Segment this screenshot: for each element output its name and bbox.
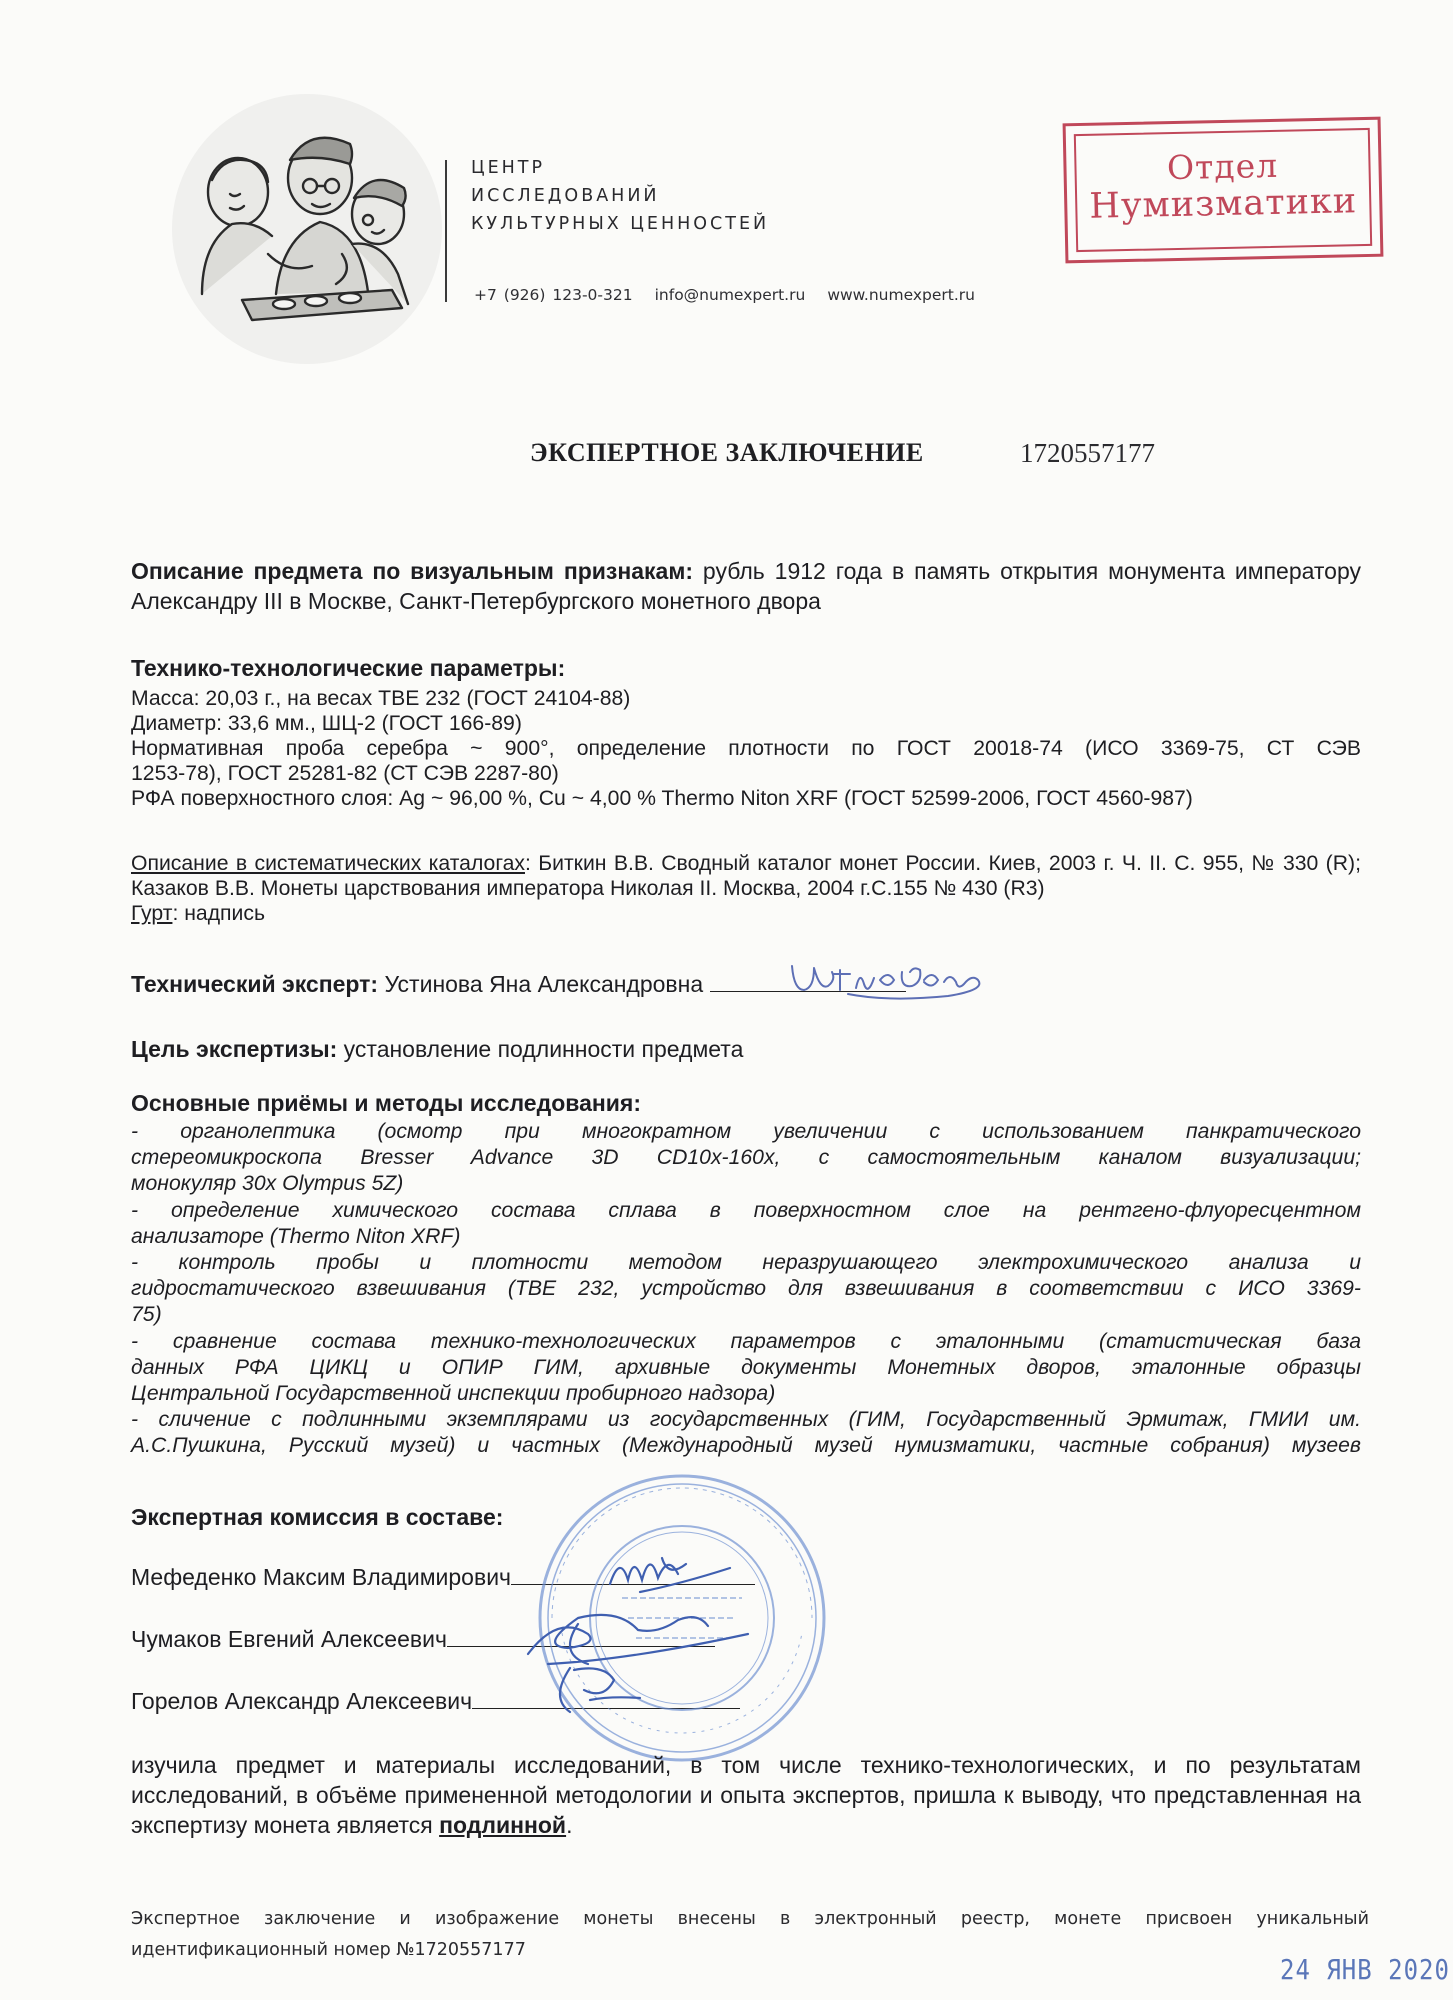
department-stamp: [1063, 117, 1384, 264]
commission-label: Экспертная комиссия в составе:: [131, 1504, 504, 1530]
department-stamp-line-1: Отдел: [1166, 145, 1279, 188]
document-number: 1720557177: [1020, 438, 1155, 468]
conclusion-text: изучила предмет и материалы исследований, в том числе технико-технологических, и по результатам исследований, в объёме примененной методологии и опыта экспертов, пришла к выводу, что представленная на экспертизу монета является: [131, 1752, 1361, 1838]
methods-line: - определение химического состава сплава в поверхностном слое на рентгено-флуоресцентном: [131, 1198, 1361, 1222]
methods-line: - контроль пробы и плотности методом неразрушающего электрохимического анализа и: [131, 1251, 1361, 1275]
methods-line: - сличение с подлинными экземплярами из государственных (ГИМ, Государственный Эрмитаж, ГМИИ им.: [131, 1408, 1361, 1432]
conclusion-section: [131, 1750, 1361, 1840]
header-divider: [445, 160, 447, 302]
methods-line: А.С.Пушкина, Русский музей) и частных (Международный музей нумизматики, частные собрания) музеев: [131, 1434, 1361, 1458]
commission-member-name: Чумаков Евгений Алексеевич: [131, 1626, 447, 1652]
methods-line: стереомикроскопа Bresser Advance 3D CD10x-160x, с самостоятельным каналом визуализации;: [131, 1146, 1361, 1170]
expert-name: Устинова Яна Александровна: [378, 971, 704, 997]
email-link[interactable]: info@numexpert.ru: [654, 286, 806, 304]
technical-line: Диаметр: 33,6 мм., ШЦ-2 (ГОСТ 166-89): [131, 712, 522, 735]
purpose-text: установление подлинности предмета: [337, 1036, 744, 1062]
document-title: ЭКСПЕРТНОЕ ЗАКЛЮЧЕНИЕ: [530, 438, 924, 467]
methods-line: 75): [131, 1303, 162, 1327]
description-text: рубль 1912 года в память открытия монумента императору Александру III в Москве, Санкт-Петербургского монетного двора: [131, 558, 1361, 614]
signature-icon: [540, 1660, 660, 1716]
expert-section: [131, 969, 1361, 999]
phone: +7 (926) 123-0-321: [474, 286, 633, 304]
footer-note: [131, 1904, 1369, 1966]
methods-line: - органолептика (осмотр при многократном увеличении с использованием панкратического: [131, 1120, 1361, 1143]
org-name-line-3: КУЛЬТУРНЫХ ЦЕННОСТЕЙ: [471, 214, 770, 234]
technical-line: РФА поверхностного слоя: Ag ~ 96,00 %, Cu ~ 4,00 % Thermo Niton XRF (ГОСТ 52599-2006, ГОСТ 4560-987): [131, 787, 1193, 810]
description-label: Описание предмета по визуальным признакам:: [131, 558, 693, 584]
conclusion-verdict: подлинной: [439, 1812, 567, 1838]
technical-line: Масса: 20,03 г., на весах ТВЕ 232 (ГОСТ 24104-88): [131, 687, 631, 710]
date-stamp: 24 ЯНВ 2020: [1280, 1953, 1450, 1987]
purpose-label: Цель экспертизы:: [131, 1036, 338, 1062]
contacts: [474, 286, 997, 304]
logo-emblem: [172, 94, 442, 364]
methods-line: гидростатического взвешивания (ТВЕ 232, устройство для взвешивания в соответствии с ИСО 3369-: [131, 1277, 1361, 1301]
commission-member-name: Мефеденко Максим Владимирович: [131, 1564, 512, 1590]
technical-line: Нормативная проба серебра ~ 900°, определение плотности по ГОСТ 20018-74 (ИСО 3369-75, СТ СЭВ: [131, 737, 1361, 760]
conclusion-end: .: [566, 1812, 573, 1838]
org-name-line-2: ИССЛЕДОВАНИЙ: [471, 186, 660, 206]
methods-label: Основные приёмы и методы исследования:: [131, 1090, 641, 1116]
methods-line: монокуляр 30x Olympus 5Z): [131, 1172, 404, 1196]
methods-section: [131, 1119, 1361, 1460]
expert-signature-icon: [784, 958, 994, 1004]
technical-line: 1253-78), ГОСТ 25281-82 (СТ СЭВ 2287-80): [131, 762, 559, 785]
org-name-line-1: ЦЕНТР: [471, 158, 546, 178]
methods-line: - сравнение состава технико-технологических параметров с эталонными (статистическая база: [131, 1329, 1361, 1353]
edge-text: : надпись: [172, 902, 265, 925]
footer-line-2: идентификационный номер №1720557177: [131, 1940, 526, 1960]
footer-line-1: Экспертное заключение и изображение монеты внесены в электронный реестр, монете присвоен уникальный: [131, 1909, 1369, 1929]
methods-line: Центральной Государственной инспекции пробирного надзора): [131, 1382, 776, 1406]
commission-member-name: Горелов Александр Алексеевич: [131, 1688, 473, 1714]
purpose-section: [131, 1034, 1361, 1064]
catalogs-text: : Биткин В.В. Сводный каталог монет России. Киев, 2003 г. Ч. II. С. 955, № 330 (R); Казаков В.В. Монеты царствования императора Николая II. Москва, 2004 г.С.155 № 430 (R3): [131, 852, 1361, 900]
technical-section: [131, 686, 1361, 811]
signature-icon: [600, 1548, 750, 1598]
catalogs-label: Описание в систематических каталогах: [131, 852, 525, 875]
methods-line: анализаторе (Thermo Niton XRF): [131, 1224, 461, 1248]
department-stamp-line-2: Нумизматики: [1089, 181, 1358, 227]
catalogs-section: [131, 851, 1361, 926]
website-link[interactable]: www.numexpert.ru: [827, 286, 975, 304]
experts-illustration-icon: [172, 94, 442, 364]
description-section: [131, 556, 1361, 616]
methods-line: данных РФА ЦИКЦ и ОПИР ГИМ, архивные документы Монетных дворов, эталонные образцы: [131, 1355, 1361, 1379]
edge-label: Гурт: [131, 902, 173, 925]
technical-label: Технико-технологические параметры:: [131, 655, 566, 681]
expert-label: Технический эксперт:: [131, 971, 379, 997]
